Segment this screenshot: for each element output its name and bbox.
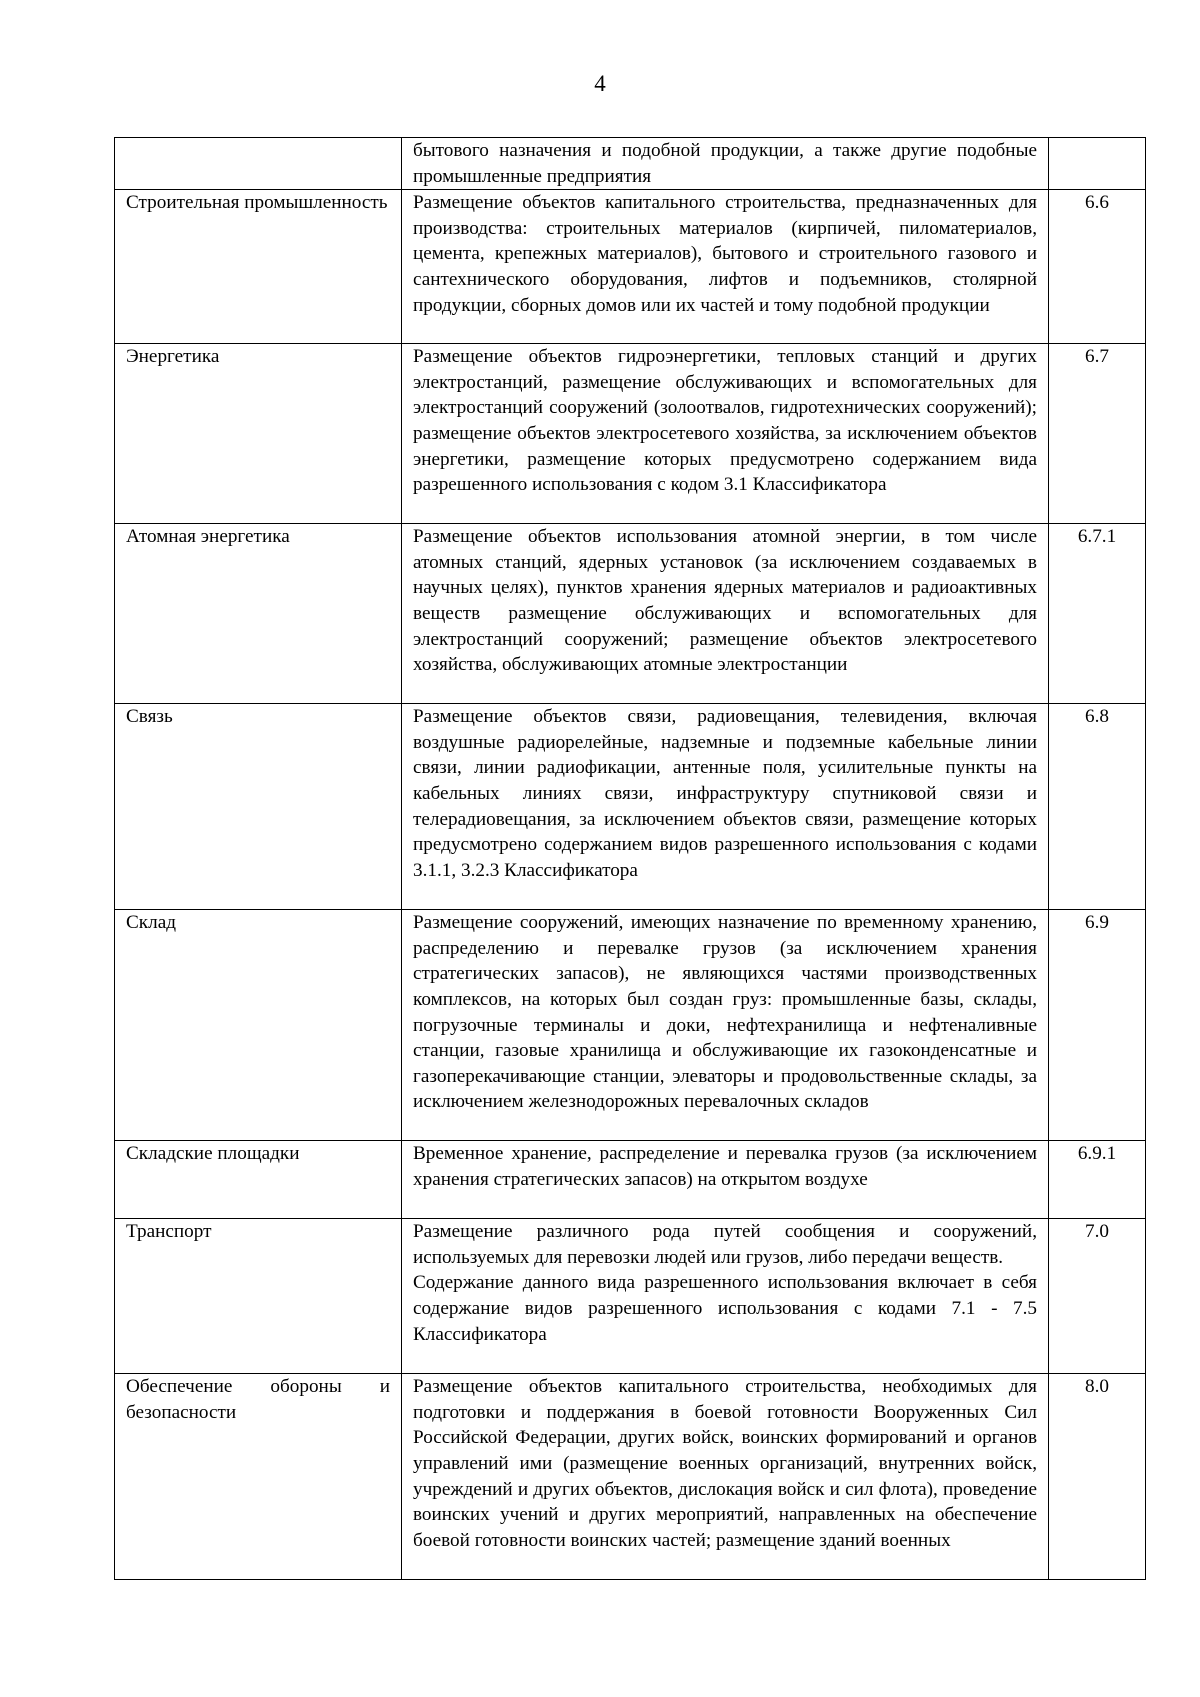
table-row [115, 524, 1146, 704]
code-cell: 6.7 [1049, 344, 1146, 524]
type-name-cell: Строительная промышленность [115, 190, 402, 344]
description-text: бытового назначения и подобной продукции, а также другие подобные промышленные предприятия [413, 140, 1037, 187]
code-cell: 7.0 [1049, 1219, 1146, 1374]
description-text: Размещение объектов капитального строительства, предназначенных для производства: строительных материалов (кирпичей, пиломатериалов, цемента, крепежных материалов), бытового и строительного газового и сантехнического оборудования, лифтов и подъемников, столярной продукции, сборных домов или их частей и тому подобной продукции [413, 192, 1037, 316]
description-cell [402, 1219, 1049, 1374]
table-row [115, 1219, 1146, 1374]
description-text: Размещение объектов капитального строительства, необходимых для подготовки и поддержания в боевой готовности Вооруженных Сил Российской Федерации, других войск, воинских формирований и органов управлений ими (размещение военных организаций, внутренних войск, учреждений и других объектов, дислокация войск и сил флота), проведение воинских учений и других мероприятий, направленных на обеспечение боевой готовности воинских частей; размещение зданий военных [413, 1376, 1037, 1551]
page-number: 4 [594, 71, 606, 96]
type-name-cell: Связь [115, 704, 402, 910]
description-text: Временное хранение, распределение и перевалка грузов (за исключением хранения стратегических запасов) на открытом воздухе [413, 1143, 1037, 1190]
description-text: Содержание данного вида разрешенного использования включает в себя содержание видов разрешенного использования с кодами 7.1 - 7.5 Классификатора [413, 1272, 1037, 1345]
code-cell: 6.6 [1049, 190, 1146, 344]
table-row [115, 190, 1146, 344]
table-row [115, 344, 1146, 524]
code-cell: 6.8 [1049, 704, 1146, 910]
type-name-cell [115, 138, 402, 190]
description-cell [402, 524, 1049, 704]
description-text: Размещение объектов связи, радиовещания, телевидения, включая воздушные радиорелейные, надземные и подземные кабельные линии связи, линии радиофикации, антенные поля, усилительные пункты на кабельных линиях связи, инфраструктуру спутниковой связи и телерадиовещания, за исключением объектов связи, размещение которых предусмотрено содержанием видов разрешенного использования с кодами 3.1.1, 3.2.3 Классификатора [413, 706, 1037, 881]
table-row [115, 1374, 1146, 1580]
description-cell [402, 1141, 1049, 1219]
description-text: Размещение сооружений, имеющих назначение по временному хранению, распределению и перевалке грузов (за исключением хранения стратегических запасов), не являющихся частями производственных комплексов, на которых был создан груз: промышленные базы, склады, погрузочные терминалы и доки, нефтехранилища и нефтеналивные станции, газовые хранилища и обслуживающие их газоконденсатные и газоперекачивающие станции, элеваторы и продовольственные склады, за исключением железнодорожных перевалочных складов [413, 912, 1037, 1113]
type-name-cell: Энергетика [115, 344, 402, 524]
code-cell: 6.9 [1049, 910, 1146, 1141]
table-row [115, 704, 1146, 910]
type-name-cell: Транспорт [115, 1219, 402, 1374]
code-cell: 8.0 [1049, 1374, 1146, 1580]
code-cell [1049, 138, 1146, 190]
type-name-cell: Атомная энергетика [115, 524, 402, 704]
description-text: Размещение объектов использования атомной энергии, в том числе атомных станций, ядерных установок (за исключением создаваемых в научных целях), пунктов хранения ядерных материалов и радиоактивных веществ размещение обслуживающих и вспомогательных для электростанций сооружений; размещение объектов электросетевого хозяйства, обслуживающих атомные электростанции [413, 526, 1037, 676]
description-cell [402, 704, 1049, 910]
description-cell [402, 138, 1049, 190]
description-cell [402, 190, 1049, 344]
type-name-cell: Склад [115, 910, 402, 1141]
table-row [115, 910, 1146, 1141]
land-use-table [114, 137, 1146, 1580]
description-text: Размещение различного рода путей сообщения и сооружений, используемых для перевозки людей или грузов, либо передачи веществ. [413, 1221, 1037, 1268]
code-cell: 6.7.1 [1049, 524, 1146, 704]
type-name-cell: Обеспечение обороны и безопасности [115, 1374, 402, 1580]
description-cell [402, 910, 1049, 1141]
code-cell: 6.9.1 [1049, 1141, 1146, 1219]
table-row [115, 138, 1146, 190]
description-cell [402, 344, 1049, 524]
type-name-cell: Складские площадки [115, 1141, 402, 1219]
description-cell [402, 1374, 1049, 1580]
description-text: Размещение объектов гидроэнергетики, тепловых станций и других электростанций, размещение обслуживающих и вспомогательных для электростанций сооружений (золоотвалов, гидротехнических сооружений); размещение объектов электросетевого хозяйства, за исключением объектов энергетики, размещение которых предусмотрено содержанием вида разрешенного использования с кодом 3.1 Классификатора [413, 346, 1037, 496]
table-row [115, 1141, 1146, 1219]
